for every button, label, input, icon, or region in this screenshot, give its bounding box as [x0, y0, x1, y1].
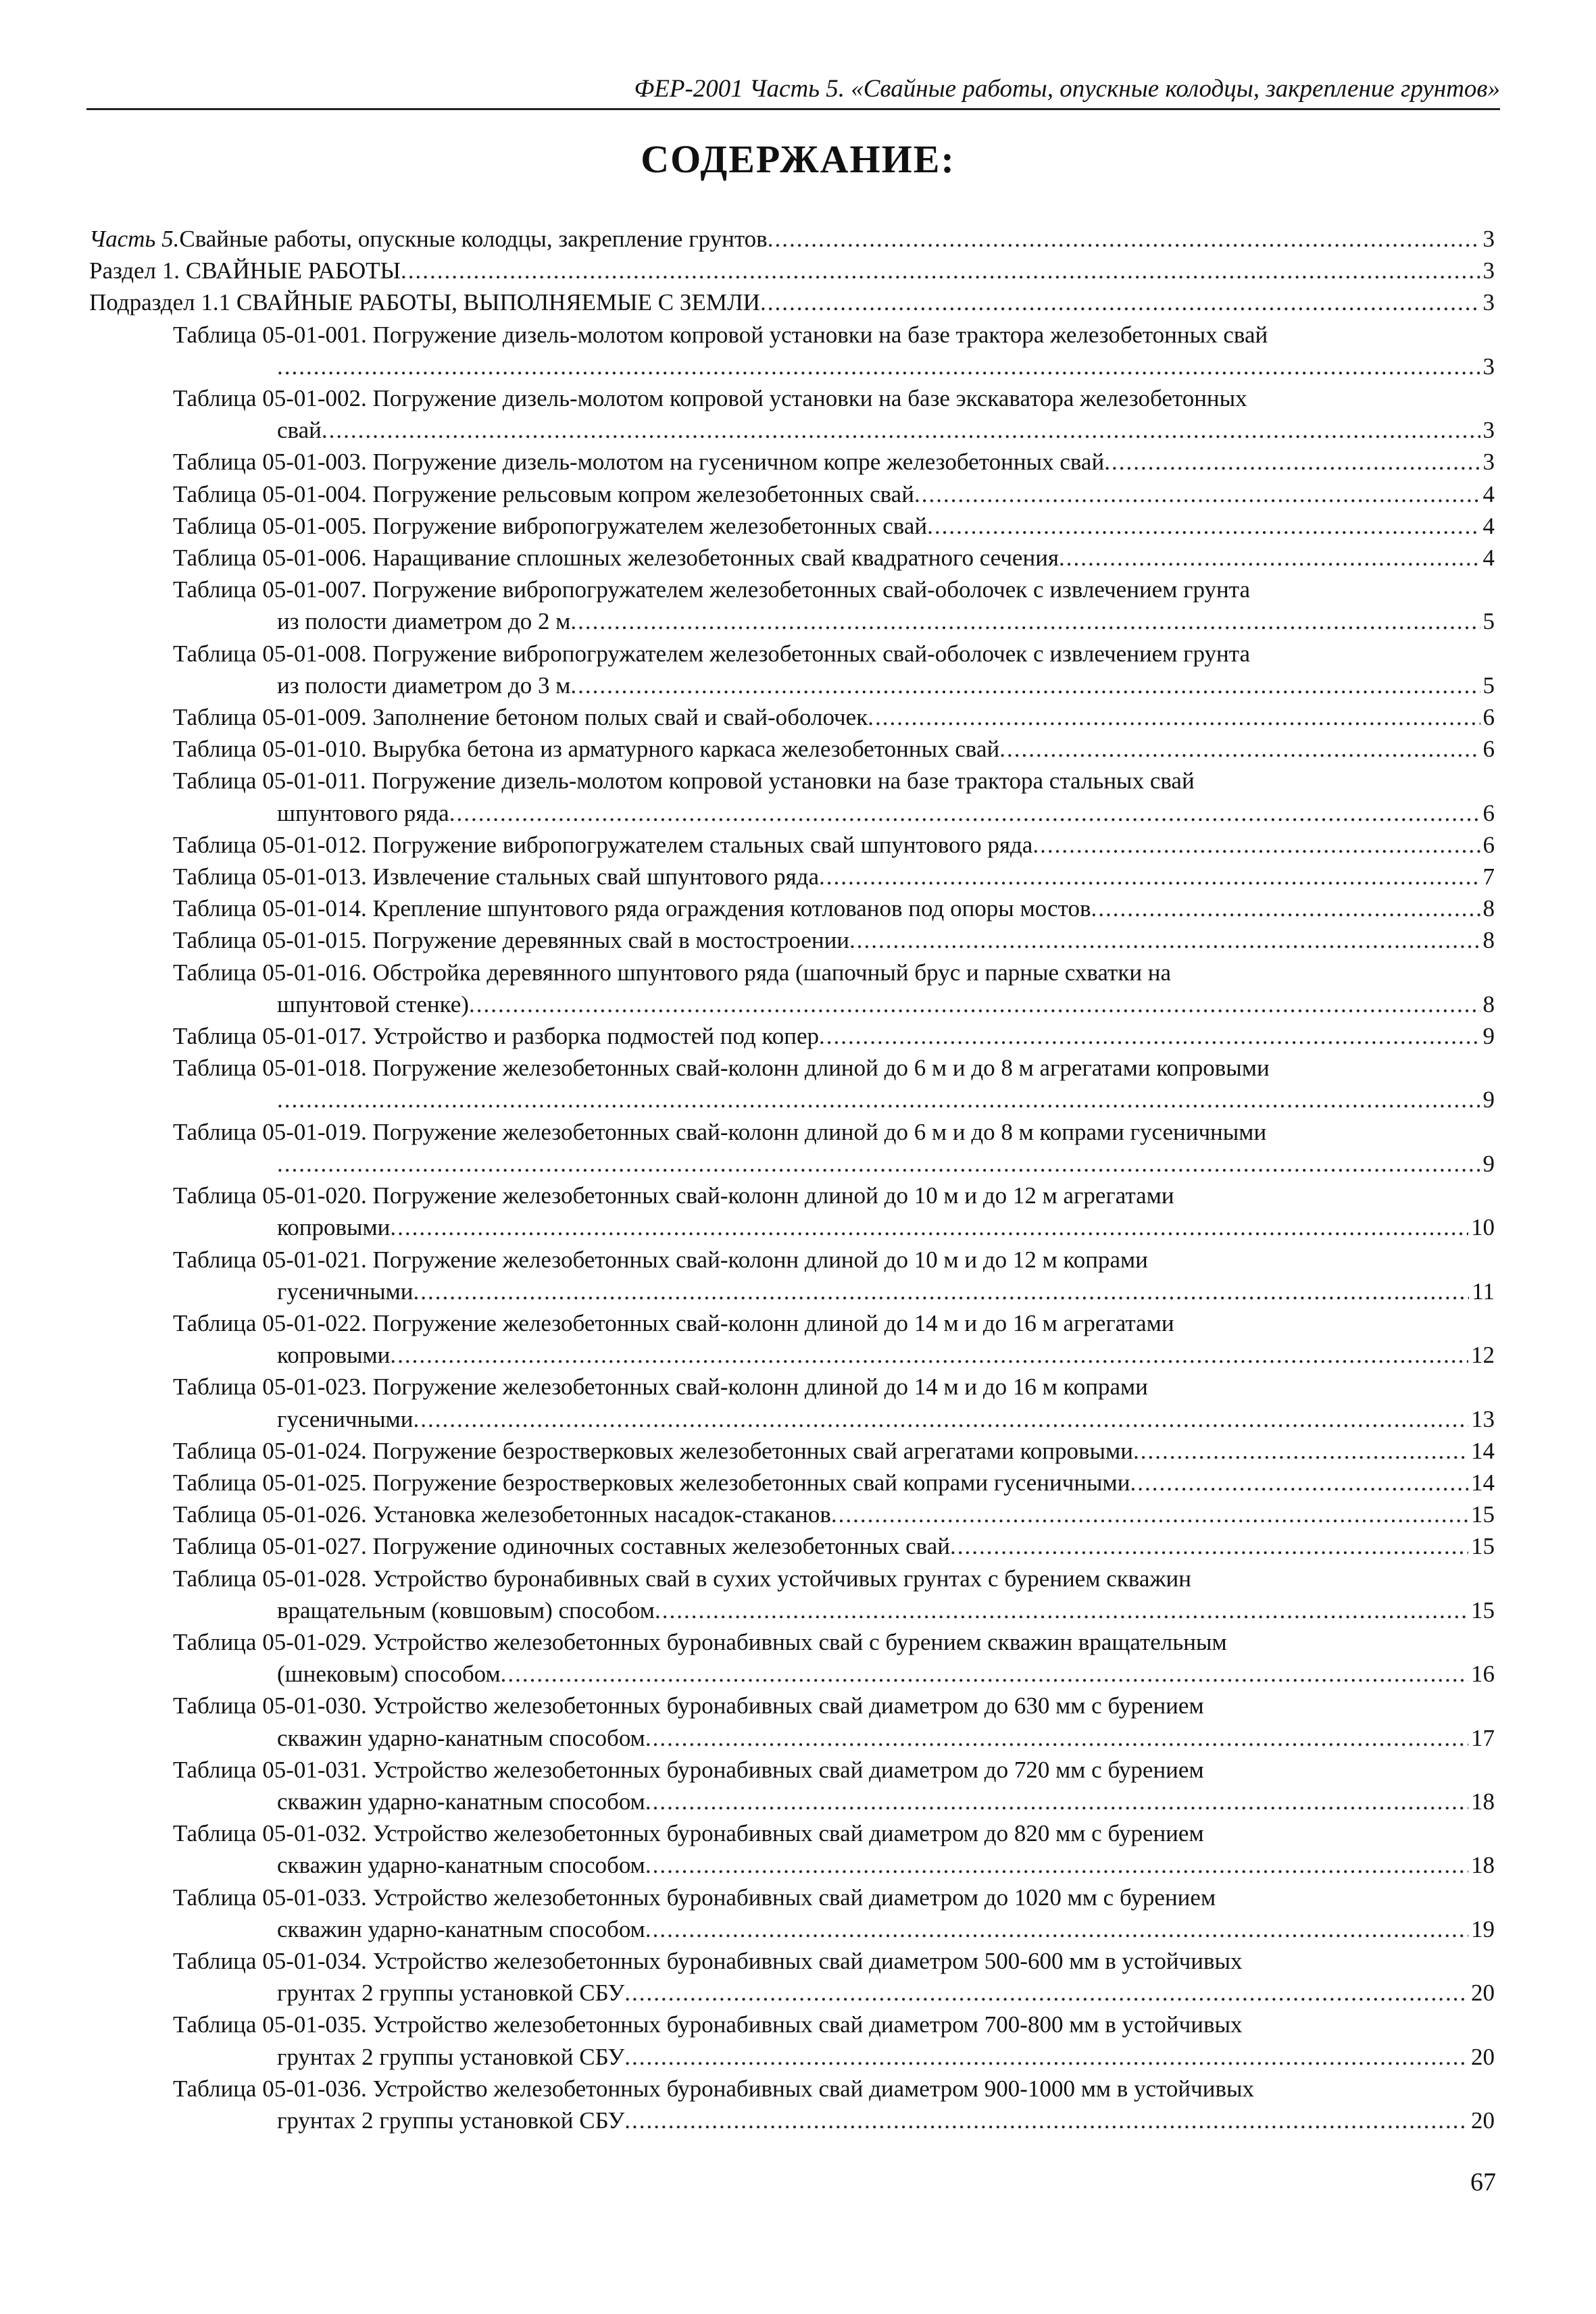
toc-page-number: 8 [1482, 927, 1495, 954]
toc-leader-dots [414, 1276, 1470, 1307]
toc-entry-title: Таблица 05-01-030. Устройство железобетонных буронабивных свай диаметром до 630 мм с бурением [173, 1692, 1204, 1719]
toc-leader-dots [322, 414, 1480, 446]
toc-entry-title: Таблица 05-01-028. Устройство буронабивных свай в сухих устойчивых грунтах с бурением скважин [173, 1565, 1191, 1592]
toc-entry-title: Таблица 05-01-035. Устройство железобетонных буронабивных свай диаметром 700-800 мм в устойчивых [173, 2011, 1243, 2038]
toc-page-number: 13 [1471, 1405, 1495, 1432]
toc-leader-dots [645, 1849, 1468, 1881]
toc-table-entry[interactable] [89, 446, 1495, 478]
toc-leader-dots [1133, 1435, 1468, 1467]
toc-entry-title-cont: свай [277, 417, 322, 444]
toc-entry-continuation [89, 2105, 1495, 2136]
toc-page-number: 3 [1482, 353, 1495, 380]
toc-leader-dots [277, 1148, 1480, 1180]
toc-page-number: 4 [1482, 545, 1495, 572]
toc-leader-dots [1130, 1467, 1468, 1499]
toc-entry-continuation [89, 1849, 1495, 1881]
toc-entry-line [89, 701, 1495, 733]
page-number: 67 [1470, 2168, 1496, 2196]
toc-table-entry[interactable] [89, 1180, 1495, 1243]
toc-entry-title: Таблица 05-01-033. Устройство железобетонных буронабивных свай диаметром до 1020 мм с бурением [173, 1884, 1216, 1911]
toc-entry-line [89, 957, 1495, 988]
toc-entry-title-cont: вращательным (ковшовым) способом [277, 1596, 655, 1624]
toc-leader-dots [624, 2105, 1468, 2136]
toc-entry-title: Таблица 05-01-010. Вырубка бетона из арматурного каркаса железобетонных свай [173, 736, 1000, 763]
toc-page-number: 15 [1471, 1533, 1495, 1560]
toc-entry-continuation [89, 1339, 1495, 1371]
toc-table-entry[interactable] [89, 829, 1495, 861]
toc-leader-dots [449, 797, 1480, 829]
toc-entry-continuation [89, 1148, 1495, 1180]
toc-entry-line [89, 1817, 1495, 1849]
toc-page-number: 8 [1482, 990, 1495, 1017]
toc-leader-dots [849, 924, 1480, 956]
toc-page-number: 20 [1471, 1980, 1495, 2007]
toc-entry-title-cont: копровыми [277, 1214, 391, 1241]
toc-page-number: 6 [1482, 831, 1495, 858]
toc-leader-dots [277, 1084, 1480, 1115]
toc-entry-title: Таблица 05-01-015. Погружение деревянных свай в мостостроении [173, 927, 850, 954]
toc-entry-title-cont: шпунтового ряда [277, 799, 449, 826]
toc-entry-line [89, 1435, 1495, 1467]
toc-page-number: 20 [1471, 2107, 1495, 2134]
toc-entry-line [89, 1244, 1495, 1276]
toc-entry-title: Таблица 05-01-004. Погружение рельсовым копром железобетонных свай [173, 480, 914, 507]
toc-page-number: 6 [1482, 736, 1495, 763]
toc-entry-title: Свайные работы, опускные колодцы, закрепление грунтов [179, 226, 768, 252]
toc-entry-line [89, 446, 1495, 478]
toc-entry-title-cont: грунтах 2 группы установкой СБУ [277, 2107, 625, 2134]
toc-entry-continuation [89, 1084, 1495, 1115]
toc-entry-line [89, 1945, 1495, 1977]
toc-entry-title: Таблица 05-01-026. Установка железобетонных насадок-стаканов [173, 1501, 831, 1528]
toc-entry-title: Таблица 05-01-027. Погружение одиночных составных железобетонных свай [173, 1533, 950, 1560]
toc-table-entry[interactable] [89, 1371, 1495, 1434]
toc-entry-continuation [89, 1977, 1495, 2009]
toc-entry-title: Таблица 05-01-016. Обстройка деревянного шпунтового ряда (шапочный брус и парные схватки на [173, 959, 1172, 986]
toc-table-entry[interactable] [89, 861, 1495, 892]
toc-table-entry[interactable] [89, 1754, 1495, 1817]
toc-entry-line [89, 542, 1495, 574]
toc-entry-title-cont: скважин ударно-канатным способом [277, 1852, 645, 1879]
toc-entry-prefix: Часть 5. [89, 226, 180, 252]
running-header: ФЕР-2001 Часть 5. «Свайные работы, опускные колодцы, закрепление грунтов» [634, 75, 1500, 103]
toc-page-number: 14 [1471, 1469, 1495, 1496]
toc-entry-continuation [89, 351, 1495, 382]
toc-leader-dots [624, 2041, 1468, 2073]
toc-table-entry[interactable] [89, 1690, 1495, 1753]
toc-entry-title: Таблица 05-01-024. Погружение безростверковых железобетонных свай агрегатами копровыми [173, 1437, 1133, 1464]
toc-table-entry[interactable] [89, 1945, 1495, 2009]
toc-table-entry[interactable] [89, 574, 1495, 637]
toc-entry-continuation [89, 1276, 1495, 1307]
toc-entry[interactable] [89, 286, 1495, 318]
toc-entry-line [89, 765, 1495, 797]
toc-entry-line [89, 1307, 1495, 1339]
toc-page-number: 3 [1482, 417, 1495, 444]
toc-entry-line [89, 1563, 1495, 1594]
toc-leader-dots [645, 1786, 1468, 1817]
toc-entry-line [89, 223, 1495, 255]
toc-entry-title: Таблица 05-01-025. Погружение безростверковых железобетонных свай копрами гусеничными [173, 1469, 1130, 1496]
toc-leader-dots [999, 733, 1480, 765]
toc-entry-line [89, 319, 1495, 351]
toc-entry-line [89, 1467, 1495, 1499]
toc-leader-dots [469, 988, 1480, 1020]
toc-entry-line [89, 1626, 1495, 1658]
toc-table-entry[interactable] [89, 733, 1495, 765]
toc-entry-line [89, 638, 1495, 670]
toc-leader-dots [819, 861, 1480, 892]
toc-page-number: 8 [1482, 895, 1495, 922]
toc-entry-continuation [89, 1403, 1495, 1435]
toc-entry[interactable] [89, 255, 1495, 286]
toc-entry-continuation [89, 1211, 1495, 1243]
toc-leader-dots [414, 1403, 1468, 1435]
toc-table-entry[interactable] [89, 1563, 1495, 1626]
toc-entry-line [89, 1180, 1495, 1211]
toc-entry-line [89, 892, 1495, 924]
toc-entry-line [89, 478, 1495, 510]
toc-entry-line [89, 2009, 1495, 2040]
toc-entry-line [89, 1754, 1495, 1786]
toc-entry-line [89, 382, 1495, 414]
toc-entry-title-cont: грунтах 2 группы установкой СБУ [277, 1980, 625, 2007]
toc-entry-continuation [89, 1722, 1495, 1754]
toc-page-number: 6 [1482, 799, 1495, 826]
toc-page-number: 20 [1471, 2043, 1495, 2070]
toc-entry-continuation [89, 1658, 1495, 1690]
toc-leader-dots [390, 1339, 1468, 1371]
toc-page-number: 5 [1482, 608, 1495, 635]
toc-table-entry[interactable] [89, 638, 1495, 701]
toc-table-entry[interactable] [89, 1499, 1495, 1530]
toc-table-entry[interactable] [89, 1882, 1495, 1945]
toc-entry-line [89, 829, 1495, 861]
toc-leader-dots [624, 1977, 1468, 2009]
toc-table-entry[interactable] [89, 892, 1495, 924]
toc-leader-dots [1091, 892, 1480, 924]
toc-page-number: 9 [1482, 1150, 1495, 1177]
toc-page-number: 11 [1472, 1278, 1495, 1305]
toc-entry-title: Таблица 05-01-020. Погружение железобетонных свай-колонн длиной до 10 м и до 12 м агрегатами [173, 1182, 1174, 1209]
toc-table-entry[interactable] [89, 1244, 1495, 1307]
toc-entry-title-cont: скважин ударно-канатным способом [277, 1788, 645, 1815]
toc-table-entry[interactable] [89, 542, 1495, 574]
toc-entry-line [89, 286, 1495, 318]
toc-entry-line [89, 861, 1495, 892]
toc-leader-dots [645, 1722, 1468, 1754]
toc-table-entry[interactable] [89, 1307, 1495, 1371]
toc-entry-line [89, 1690, 1495, 1721]
toc-table-entry[interactable] [89, 1467, 1495, 1499]
toc-page-number: 15 [1471, 1501, 1495, 1528]
toc-entry-title-cont: шпунтовой стенке) [277, 990, 469, 1017]
toc-leader-dots [390, 1211, 1468, 1243]
toc-entry-title-cont: скважин ударно-канатным способом [277, 1724, 645, 1751]
toc-entry-title: Таблица 05-01-022. Погружение железобетонных свай-колонн длиной до 14 м и до 16 м агрегатами [173, 1309, 1174, 1336]
toc-entry-title: Таблица 05-01-032. Устройство железобетонных буронабивных свай диаметром до 820 мм с бурением [173, 1820, 1204, 1847]
toc-page-number: 4 [1482, 480, 1495, 507]
toc-page-number: 16 [1471, 1661, 1495, 1688]
toc-leader-dots [950, 1530, 1468, 1562]
toc-entry-line [89, 255, 1495, 286]
toc-entry-title: Таблица 05-01-034. Устройство железобетонных буронабивных свай диаметром 500-600 мм в устойчивых [173, 1947, 1243, 1974]
toc-entry-title: Таблица 05-01-011. Погружение дизель-молотом копровой установки на базе трактора стальных свай [173, 768, 1195, 795]
toc-entry-line [89, 1052, 1495, 1084]
toc-page-number: 3 [1482, 257, 1495, 284]
toc-table-entry[interactable] [89, 1817, 1495, 1881]
toc-entry-title-cont: из полости диаметром до 2 м [277, 608, 571, 635]
toc-entry-title: Таблица 05-01-013. Извлечение стальных свай шпунтового ряда [173, 863, 820, 890]
toc-leader-dots [1104, 446, 1480, 478]
toc-page-number: 14 [1471, 1437, 1495, 1464]
toc-table-entry[interactable] [89, 382, 1495, 446]
toc-entry-line [89, 2073, 1495, 2105]
toc-page-number: 3 [1482, 226, 1495, 252]
toc-entry-continuation [89, 1913, 1495, 1945]
toc-entry-title: Таблица 05-01-007. Погружение вибропогружателем железобетонных свай-оболочек с извлечением грунта [173, 576, 1250, 603]
toc-entry-title: Таблица 05-01-021. Погружение железобетонных свай-колонн длиной до 10 м и до 12 м копрами [173, 1246, 1148, 1273]
toc-page-number: 12 [1471, 1342, 1495, 1369]
toc-table-entry[interactable] [89, 2073, 1495, 2136]
toc-entry-title-cont: копровыми [277, 1342, 391, 1369]
toc-entry-title-cont: гусеничными [277, 1405, 414, 1432]
toc-table-entry[interactable] [89, 1052, 1495, 1115]
toc-page-number: 17 [1471, 1724, 1495, 1751]
toc-table-entry[interactable] [89, 701, 1495, 733]
toc-entry-continuation [89, 988, 1495, 1020]
toc-page-number: 4 [1482, 512, 1495, 539]
header-divider [86, 108, 1500, 110]
toc-leader-dots [914, 478, 1480, 510]
toc-entry-line [89, 1116, 1495, 1148]
toc-leader-dots [768, 223, 1480, 255]
toc-entry-line [89, 1371, 1495, 1403]
toc-leader-dots [401, 255, 1480, 286]
toc-table-entry[interactable] [89, 1626, 1495, 1690]
toc-page-number: 18 [1471, 1788, 1495, 1815]
toc-leader-dots [819, 1020, 1480, 1052]
toc-entry-continuation [89, 2041, 1495, 2073]
toc-page-number: 9 [1482, 1086, 1495, 1113]
toc-entry-line [89, 1530, 1495, 1562]
toc-leader-dots [570, 670, 1480, 701]
toc-entry-title-cont: грунтах 2 группы установкой СБУ [277, 2043, 625, 2070]
toc-entry-line [89, 1882, 1495, 1913]
toc-entry-line [89, 924, 1495, 956]
toc-entry-title-cont: гусеничными [277, 1278, 414, 1305]
toc-entry-title: Таблица 05-01-003. Погружение дизель-молотом на гусеничном копре железобетонных свай [173, 449, 1105, 476]
toc-leader-dots [655, 1594, 1468, 1626]
toc-entry-title: Таблица 05-01-036. Устройство железобетонных буронабивных свай диаметром 900-1000 мм в устойчивых [173, 2075, 1255, 2102]
toc-entry-line [89, 733, 1495, 765]
table-of-contents [89, 223, 1495, 2136]
toc-entry-line [89, 510, 1495, 542]
toc-entry-title-cont: скважин ударно-канатным способом [277, 1915, 645, 1942]
toc-leader-dots [501, 1658, 1468, 1690]
toc-leader-dots [570, 605, 1480, 637]
toc-page-number: 9 [1482, 1023, 1495, 1050]
toc-table-entry[interactable] [89, 319, 1495, 382]
toc-entry-continuation [89, 605, 1495, 637]
toc-entry-continuation [89, 1786, 1495, 1817]
toc-leader-dots [868, 701, 1480, 733]
toc-entry-continuation [89, 797, 1495, 829]
toc-entry-title: Таблица 05-01-008. Погружение вибропогружателем железобетонных свай-оболочек с извлечением грунта [173, 640, 1250, 667]
toc-entry[interactable] [89, 223, 1495, 255]
toc-leader-dots [1059, 542, 1480, 574]
toc-table-entry[interactable] [89, 924, 1495, 956]
toc-entry-continuation [89, 670, 1495, 701]
toc-leader-dots [1032, 829, 1480, 861]
toc-entry-title: Таблица 05-01-017. Устройство и разборка подмостей под копер [173, 1023, 820, 1050]
toc-entry-title: Таблица 05-01-014. Крепление шпунтового ряда ограждения котлованов под опоры мостов [173, 895, 1091, 922]
toc-leader-dots [927, 510, 1480, 542]
toc-entry-continuation [89, 414, 1495, 446]
toc-entry-title-cont: из полости диаметром до 3 м [277, 672, 571, 699]
toc-entry-title: Таблица 05-01-019. Погружение железобетонных свай-колонн длиной до 6 м и до 8 м копрами гусеничными [173, 1118, 1267, 1145]
toc-entry-line [89, 1020, 1495, 1052]
toc-page-number: 18 [1471, 1852, 1495, 1879]
toc-entry-continuation [89, 1594, 1495, 1626]
toc-table-entry[interactable] [89, 478, 1495, 510]
toc-entry-title: Таблица 05-01-029. Устройство железобетонных буронабивных свай с бурением скважин вращательным [173, 1628, 1227, 1655]
toc-leader-dots [645, 1913, 1468, 1945]
toc-leader-dots [760, 286, 1480, 318]
toc-entry-title: Таблица 05-01-005. Погружение вибропогружателем железобетонных свай [173, 512, 928, 539]
toc-table-entry[interactable] [89, 2009, 1495, 2072]
toc-entry-title: Таблица 05-01-023. Погружение железобетонных свай-колонн длиной до 14 м и до 16 м копрами [173, 1374, 1148, 1401]
toc-page-number: 6 [1482, 704, 1495, 731]
toc-page-number: 10 [1471, 1214, 1495, 1241]
toc-entry-title: Таблица 05-01-006. Наращивание сплошных железобетонных свай квадратного сечения [173, 545, 1059, 572]
toc-entry-title: Подраздел 1.1 СВАЙНЫЕ РАБОТЫ, ВЫПОЛНЯЕМЫЕ С ЗЕМЛИ [89, 289, 760, 316]
toc-page-number: 3 [1482, 289, 1495, 316]
toc-page-number: 7 [1482, 863, 1495, 890]
toc-entry-title: Таблица 05-01-031. Устройство железобетонных буронабивных свай диаметром до 720 мм с бурением [173, 1756, 1204, 1783]
toc-page-number: 19 [1471, 1915, 1495, 1942]
toc-table-entry[interactable] [89, 1116, 1495, 1180]
toc-entry-title: Таблица 05-01-012. Погружение вибропогружателем стальных свай шпунтового ряда [173, 831, 1033, 858]
toc-entry-title: Таблица 05-01-018. Погружение железобетонных свай-колонн длиной до 6 м и до 8 м агрегатами копровыми [173, 1055, 1270, 1082]
toc-table-entry[interactable] [89, 765, 1495, 828]
toc-leader-dots [831, 1499, 1468, 1530]
toc-entry-title-cont: (шнековым) способом [277, 1661, 501, 1688]
toc-table-entry[interactable] [89, 957, 1495, 1020]
toc-entry-title: Таблица 05-01-002. Погружение дизель-молотом копровой установки на базе экскаватора железобетонных [173, 385, 1247, 412]
toc-table-entry[interactable] [89, 1435, 1495, 1467]
toc-table-entry[interactable] [89, 1530, 1495, 1562]
toc-page-number: 3 [1482, 449, 1495, 476]
page-title: СОДЕРЖАНИЕ: [641, 137, 955, 181]
toc-leader-dots [277, 351, 1480, 382]
toc-entry-line [89, 574, 1495, 605]
toc-page-number: 15 [1471, 1596, 1495, 1624]
toc-table-entry[interactable] [89, 510, 1495, 542]
toc-entry-line [89, 1499, 1495, 1530]
toc-entry-title: Таблица 05-01-001. Погружение дизель-молотом копровой установки на базе трактора железобетонных свай [173, 321, 1268, 348]
toc-entry-title: Таблица 05-01-009. Заполнение бетоном полых свай и свай-оболочек [173, 704, 868, 731]
toc-entry-title: Раздел 1. СВАЙНЫЕ РАБОТЫ [89, 257, 401, 284]
toc-table-entry[interactable] [89, 1020, 1495, 1052]
toc-page-number: 5 [1482, 672, 1495, 699]
